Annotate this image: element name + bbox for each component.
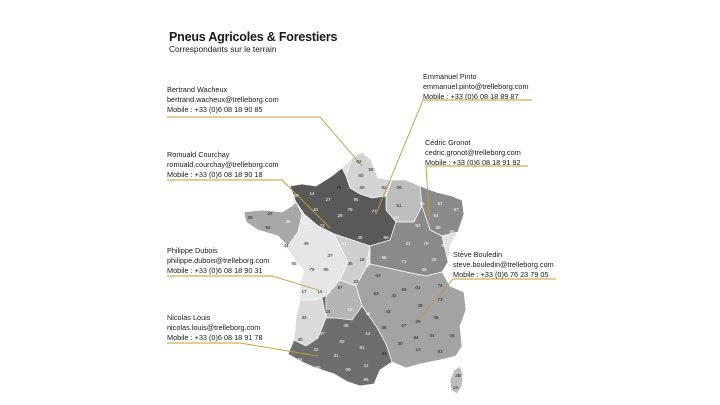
department-label-11: 11 — [363, 363, 369, 369]
contact-mobile: Mobile : +33 (0)6 08 18 90 31 — [167, 266, 263, 275]
department-label-23: 23 — [353, 279, 359, 285]
leader-dubois — [167, 276, 318, 290]
department-label-69: 69 — [401, 287, 407, 293]
department-label-42: 42 — [391, 293, 397, 299]
department-label-36: 36 — [347, 261, 353, 267]
department-label-25: 25 — [431, 257, 437, 263]
department-label-84: 84 — [413, 335, 419, 341]
department-label-13: 13 — [415, 347, 421, 353]
department-label-10: 10 — [393, 215, 399, 221]
department-label-2B: 2B — [455, 373, 461, 379]
department-label-14: 14 — [309, 191, 315, 197]
department-label-16: 16 — [317, 289, 323, 295]
contact-email[interactable]: bertrand.wacheux@trelleborg.com — [167, 95, 279, 104]
department-label-62: 62 — [356, 159, 362, 165]
department-label-18: 18 — [359, 257, 365, 263]
department-label-34: 34 — [381, 351, 387, 357]
department-label-61: 61 — [313, 207, 319, 213]
contact-email[interactable]: emmanuel.pinto@trelleborg.com — [423, 82, 529, 91]
department-label-31: 31 — [333, 353, 339, 359]
department-label-58: 58 — [381, 255, 387, 261]
department-label-46: 46 — [343, 323, 349, 329]
department-label-26: 26 — [415, 319, 421, 325]
department-label-32: 32 — [313, 347, 319, 353]
contact-mobile: Mobile : +33 (0)6 76 23 79 05 — [453, 270, 549, 279]
department-label-21: 21 — [405, 241, 411, 247]
department-label-43: 43 — [385, 309, 391, 315]
page-subtitle: Correspondants sur le terrain — [169, 44, 277, 54]
department-label-59: 59 — [368, 167, 374, 173]
department-label-78: 78 — [347, 207, 353, 213]
leader-wacheux — [167, 117, 362, 166]
contact-name: Nicolas Louis — [167, 313, 211, 322]
department-label-15: 15 — [365, 311, 371, 317]
department-label-29: 29 — [247, 215, 253, 221]
department-label-24: 24 — [325, 309, 331, 315]
department-label-77: 77 — [371, 209, 377, 215]
contact-name: Philippe Dubois — [167, 246, 218, 255]
department-label-48: 48 — [381, 325, 387, 331]
department-label-83: 83 — [437, 349, 443, 355]
contact-mobile: Mobile : +33 (0)6 08 18 89 87 — [423, 92, 519, 101]
department-label-65: 65 — [315, 365, 321, 371]
zone-pinto — [386, 180, 422, 222]
contact-name: Stève Bouledin — [453, 250, 503, 259]
department-label-37: 37 — [327, 253, 333, 259]
department-label-27: 27 — [325, 197, 331, 203]
contact-name: Romuald Courchay — [167, 150, 230, 159]
department-label-89: 89 — [383, 235, 389, 241]
contact-email[interactable]: romuald.courchay@trelleborg.com — [167, 160, 279, 169]
department-label-22: 22 — [267, 211, 273, 217]
department-label-35: 35 — [285, 219, 291, 225]
department-label-90: 90 — [441, 243, 447, 249]
contact-email[interactable]: cedric.gronot@trelleborg.com — [425, 148, 521, 157]
contact-mobile: Mobile : +33 (0)6 08 18 90 18 — [167, 170, 263, 179]
department-label-74: 74 — [437, 283, 443, 289]
department-label-51: 51 — [396, 203, 402, 209]
department-label-64: 64 — [297, 357, 303, 363]
department-label-66: 66 — [363, 377, 369, 383]
contact-email[interactable]: philippe.dubois@trelleborg.com — [167, 256, 270, 265]
department-label-09: 09 — [345, 367, 351, 373]
department-label-45: 45 — [357, 235, 363, 241]
department-label-63: 63 — [373, 291, 379, 297]
contact-email[interactable]: nicolas.louis@trelleborg.com — [167, 323, 261, 332]
department-label-72: 72 — [319, 223, 325, 229]
department-label-12: 12 — [365, 331, 371, 337]
contact-name: Emmanuel Pinto — [423, 72, 477, 81]
department-label-88: 88 — [435, 225, 441, 231]
contact-email[interactable]: steve.bouledin@trelleborg.com — [453, 260, 554, 269]
department-label-71: 71 — [401, 259, 407, 265]
contact-mobile: Mobile : +33 (0)6 08 18 91 78 — [167, 333, 263, 342]
department-label-86: 86 — [323, 267, 329, 273]
department-label-54: 54 — [433, 213, 439, 219]
department-label-57: 57 — [437, 201, 443, 207]
department-label-70: 70 — [423, 241, 429, 247]
department-label-04: 04 — [429, 333, 435, 339]
contact-name: Cédric Gronot — [425, 138, 471, 147]
department-label-68: 68 — [449, 229, 455, 235]
department-label-17: 17 — [301, 289, 307, 295]
page-title: Pneus Agricoles & Forestiers — [169, 30, 338, 44]
department-label-47: 47 — [319, 331, 325, 337]
department-label-85: 85 — [291, 261, 297, 267]
department-label-07: 07 — [401, 323, 407, 329]
department-label-08: 08 — [396, 185, 402, 191]
department-label-56: 56 — [265, 225, 271, 231]
department-label-80: 80 — [358, 173, 364, 179]
department-label-2A: 2A — [453, 385, 459, 391]
department-label-87: 87 — [337, 285, 343, 291]
contact-mobile: Mobile : +33 (0)6 08 18 91 92 — [425, 158, 521, 167]
department-label-50: 50 — [293, 193, 299, 199]
department-label-76: 76 — [336, 185, 342, 191]
contact-name: Bertrand Wacheux — [167, 85, 228, 94]
department-label-30: 30 — [397, 341, 403, 347]
department-label-44: 44 — [283, 243, 289, 249]
department-label-81: 81 — [359, 345, 365, 351]
department-label-55: 55 — [419, 201, 425, 207]
department-label-60: 60 — [359, 185, 365, 191]
department-label-38: 38 — [417, 303, 423, 309]
department-label-40: 40 — [297, 337, 303, 343]
department-label-79: 79 — [309, 267, 315, 273]
department-label-28: 28 — [337, 213, 343, 219]
department-label-67: 67 — [453, 207, 459, 213]
department-label-52: 52 — [415, 223, 421, 229]
department-label-03: 03 — [375, 273, 381, 279]
department-label-02: 02 — [381, 185, 387, 191]
department-label-19: 19 — [347, 307, 353, 313]
department-label-41: 41 — [341, 241, 347, 247]
department-label-82: 82 — [339, 339, 345, 345]
department-label-73: 73 — [437, 297, 443, 303]
department-label-39: 39 — [421, 267, 427, 273]
department-label-53: 53 — [303, 221, 309, 227]
department-label-01: 01 — [415, 285, 421, 291]
contact-mobile: Mobile : +33 (0)6 08 18 90 85 — [167, 105, 263, 114]
department-label-05: 05 — [433, 315, 439, 321]
department-label-06: 06 — [449, 333, 455, 339]
department-label-95: 95 — [353, 197, 359, 203]
department-label-49: 49 — [303, 241, 309, 247]
department-label-33: 33 — [301, 315, 307, 321]
